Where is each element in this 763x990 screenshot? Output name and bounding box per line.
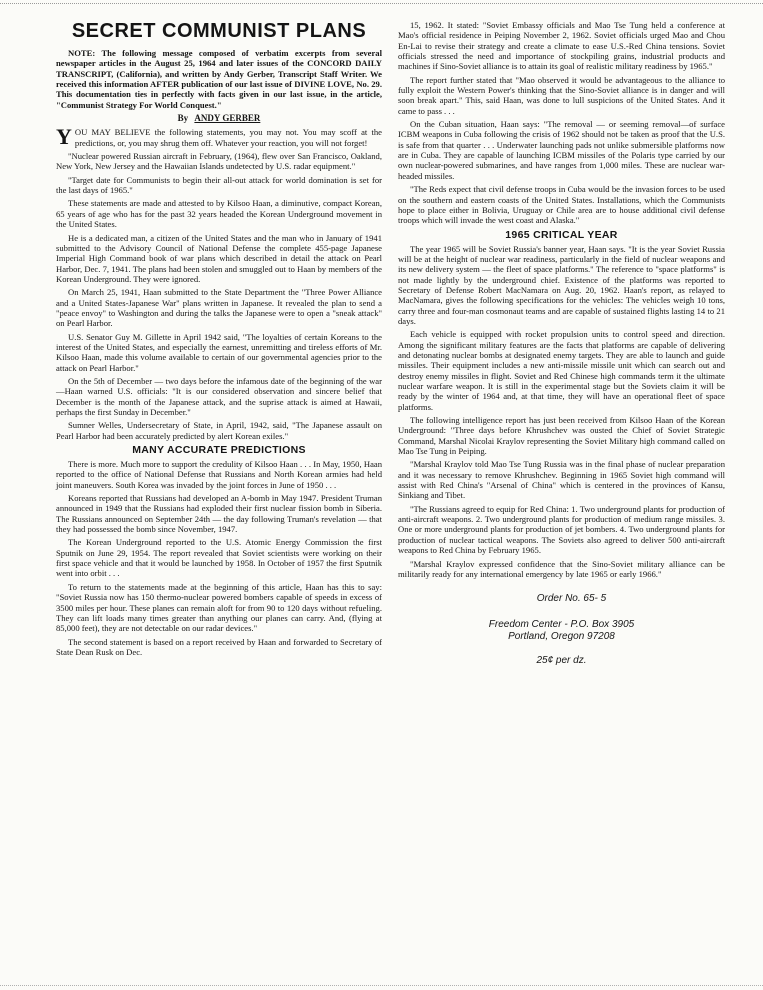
article-paragraph: Koreans reported that Russians had developed an A-bomb in May 1947. President Truman announced in 1949 that the Russians had exploded their first nuclear fission bomb in Siberia. The Russians announced on September 24th — the day following Truman's revelation — that they had possessed the bomb since November, 1947.: [56, 493, 382, 535]
page-title: SECRET COMMUNIST PLANS: [71, 20, 367, 42]
article-paragraph: [56, 124, 382, 150]
article-paragraph: The following intelligence report has just been received from Kilsoo Haan of the Korean Underground: "Three days before Khrushchev was ousted the Chief of Soviet Strategic Command, Marshal Nicolai Kraylov representing the Soviet Military high command called on Mao Tse Tung in Peiping.: [398, 415, 725, 457]
article-paragraph: "Nuclear powered Russian aircraft in February, (1964), flew over San Francisco, Oakland, New York, New Jersey and the Hawaiian Islands undetected by U.S. radar equipment.": [56, 151, 382, 172]
article-paragraph: "Marshal Kraylov expressed confidence that the Sino-Soviet military alliance can be militarily ready for any international emergency by late 1965 or early 1966.": [398, 558, 725, 579]
article-paragraph: The report further stated that "Mao observed it would be advantageous to the alliance to fully exploit the Western Power's thinking that the Sino-Soviet alliance is in danger and will soon break apart." This, said Haan, was done to lull suspicions of the United States. And it came to pass . . .: [398, 74, 725, 116]
editor-note: NOTE: The following message composed of verbatim excerpts from several newspaper articles in the August 25, 1964 and later issues of the CONCORD DAILY TRANSCRIPT, (California), and written by Andy Gerber, Transcript Staff Writer. We received this information AFTER publication of our last issue of DIVINE LOVE, No. 29. This documentation ties in perfectly with facts given in our last issue, in the article, "Communist Strategy For World Conquest.": [56, 48, 382, 110]
article-paragraph: The Korean Underground reported to the U.S. Atomic Energy Commission the first Sputnik on June 29, 1954. The report revealed that Soviet scientists were working on their first space vehicle and that it would be launched by 1958. In October of 1957 the first Sputnik went into orbit . . .: [56, 537, 382, 579]
order-number: Order No. 65- 5: [536, 593, 607, 605]
article-paragraph: There is more. Much more to support the credulity of Kilsoo Haan . . . In May, 1950, Haan reported to the office of National Defense that Russians and North Korean armies had held joint maneuvers. South Korea was invaded by the joint forces in June of 1950 . . .: [56, 459, 382, 490]
page-edge-bottom: [0, 985, 763, 986]
article-paragraph: These statements are made and attested to by Kilsoo Haan, a diminutive, compact Korean, 65 years of age who has for the past 32 years headed the Korean Underground movement in the United States.: [56, 198, 382, 230]
section-heading-critical-year: 1965 CRITICAL YEAR: [505, 228, 618, 241]
byline-author: ANDY GERBER: [194, 113, 261, 124]
price: 25¢ per dz.: [536, 655, 587, 667]
article-paragraph: He is a dedicated man, a citizen of the United States and the man who in January of 1941 submitted to the Advisory Council of National Defense the complete 455-page Japanese Imperial High Command book of war plans which described in detail the attack on Pearl Harbor, Dec. 7, 1941. The plans had been stolen and smuggled out to Haan by members of the Korean Underground. They were ignored.: [56, 232, 382, 284]
article-paragraph: The year 1965 will be Soviet Russia's banner year, Haan says. "It is the year Soviet Russia will be at the height of nuclear war readiness, particularly in the field of nuclear weapons and its new delivery system — the fleet of space platforms." The reference to "space platforms" is not made lightly by the underground chief. Existence of the platforms was reported to Secretary of Defense Robert MacNamara on Aug. 20, 1962. Haan's report, as relayed to MacNamara, gives the following specifications for the vehicles: The vehicles weigh 10 tons, carry three and four-man cosmonaut teams and are capable of sustained flights lasting 14 to 21 days.: [398, 243, 725, 326]
article-paragraph: U.S. Senator Guy M. Gillette in April 1942 said, "The loyalties of certain Koreans to the interest of the United States, and especially the earnest, unremitting and tireless efforts of Mr. Kilsoo Haan, made this volume available to certain of our governmental agencies prior to the attack on Pearl Harbor.": [56, 331, 382, 373]
article-paragraph: Sumner Welles, Undersecretary of State, in April, 1942, said, "The Japanese assault on Pearl Harbor had been accurately predicted by alert Korean exiles.": [56, 420, 382, 441]
article-paragraph: "The Russians agreed to equip for Red China: 1. Two underground plants for production of anti-aircraft weapons. 2. Two underground plants for production of medium range missiles. 3. One or more underground plants for production of jet bombers. 4. Two underground plants for production of nuclear tactical weapons. The Soviets also agreed to deliver 500 anti-aircraft weapons to Red China by February 1965.: [398, 503, 725, 556]
drop-cap: Y: [56, 124, 72, 150]
article-paragraph: "The Reds expect that civil defense troops in Cuba would be the invasion forces to be used on the southern and eastern coasts of the United States. Installations, which the Communists hope to place either in Bolivia, Uruguay or Chile area are to house additional civil defense troops which will invade the west coast and Alaska.": [398, 184, 725, 226]
right-paragraphs-1: [398, 20, 725, 226]
article-paragraph: "Target date for Communists to begin their all-out attack for world domination is set for the last days of 1965.": [56, 174, 382, 196]
publisher-city: Portland, Oregon 97208: [508, 631, 615, 643]
article-paragraph: The second statement is based on a report received by Haan and forwarded to Secretary of State Dean Rusk on Dec.: [56, 636, 382, 657]
byline: [56, 113, 382, 123]
right-column: [398, 20, 725, 667]
section-heading-predictions: MANY ACCURATE PREDICTIONS: [132, 444, 306, 457]
left-paragraphs-2: [56, 459, 382, 657]
publisher-address: Freedom Center - P.O. Box 3905: [488, 619, 635, 631]
article-paragraph: On the Cuban situation, Haan says: "The removal — or seeming removal—of surface ICBM weapons in Cuba following the crisis of 1962 should not be taken as proof that the U.S. is safe from that quarter . . . Underwater launching pads not unlike submersible platforms now are in Cuba. They are capable of launching ICBM missiles of the Polaris type carried by our own nuclear-powered submarines, and have ranges from 1,000 miles. These are nuclear war-headed missiles.: [398, 119, 725, 181]
page-edge-top: [0, 3, 763, 4]
byline-by: By: [177, 113, 189, 124]
left-paragraphs-1: [56, 124, 382, 441]
left-column: [56, 20, 382, 660]
article-paragraph: On the 5th of December — two days before the infamous date of the beginning of the war—Haan warned U.S. officials: "It is our considered observation and sincere belief that December is the month of the Japanese attack, and the suprise attack is aimed at Hawaii, perhaps the first Sunday in December.": [56, 375, 382, 417]
drop-cap-paragraph-text: OU MAY BELIEVE the following statements, you may not. You may scoff at the predictions, or, you may shrug them off. Whatever your reaction, you will not forget!: [74, 127, 382, 148]
right-paragraphs-2: [398, 244, 725, 580]
article-paragraph: Each vehicle is equipped with rocket propulsion units to control speed and direction. Among the significant military features are the facts that platforms are capable of delivering and detonating nuclear bombs at designated enemy targets. They are able to launch and guide missiles. Their equipment includes a new anti-missile missile unit which can search out and destroy enemy missiles in flight. Soviet and Red Chinese high commands term it the ultimate nuclear warfare weapon. It is still in the experimental stage but the Soviets claim it will be ready by the winter of 1964 and, at that time, they will have an operational fleet of space platforms.: [398, 329, 725, 412]
article-paragraph: "Marshal Kraylov told Mao Tse Tung Russia was in the final phase of nuclear preparation and it was necessary to remove Khrushchev. Beginning in 1965 Soviet high command will assist with Red China's "Arsenal of China" which is centered in the provinces of Kansu, Sinkiang and Tibet.: [398, 459, 725, 501]
order-footer: [398, 593, 725, 667]
article-paragraph: To return to the statements made at the beginning of this article, Haan has this to say: "Soviet Russia now has 150 thermo-nuclear powered bombers capable of speeds in excess of 3500 miles per hour. These planes can remain aloft for from 90 to 120 days without refueling. They can lift loads many times greater than anything our planes can carry. And, (flying at 85,000 feet), they are not detectable on our radar devices.": [56, 581, 382, 634]
article-paragraph: On March 25, 1941, Haan submitted to the State Department the "Three Power Alliance and a United States-Japanese War" plans written in Japanese. It revealed the plan to send a "peace envoy" to Washington and during the talks the Japanese were to open a "sneak attack" on Pearl Harbor.: [56, 287, 382, 329]
article-paragraph: 15, 1962. It stated: "Soviet Embassy officials and Mao Tse Tung held a conference at Mao's official residence in Peiping November 2, 1962. Soviet officials urged Mao and Chou En-Lai to revise their strategy and create a climate to ease U.S.-Red China tensions. Soviet officials stressed the need and importance of stockpiling grains, industrial products and machines if Sino-Soviet alliance is to attain its goal of realistic military readiness by 1965.": [398, 20, 725, 72]
